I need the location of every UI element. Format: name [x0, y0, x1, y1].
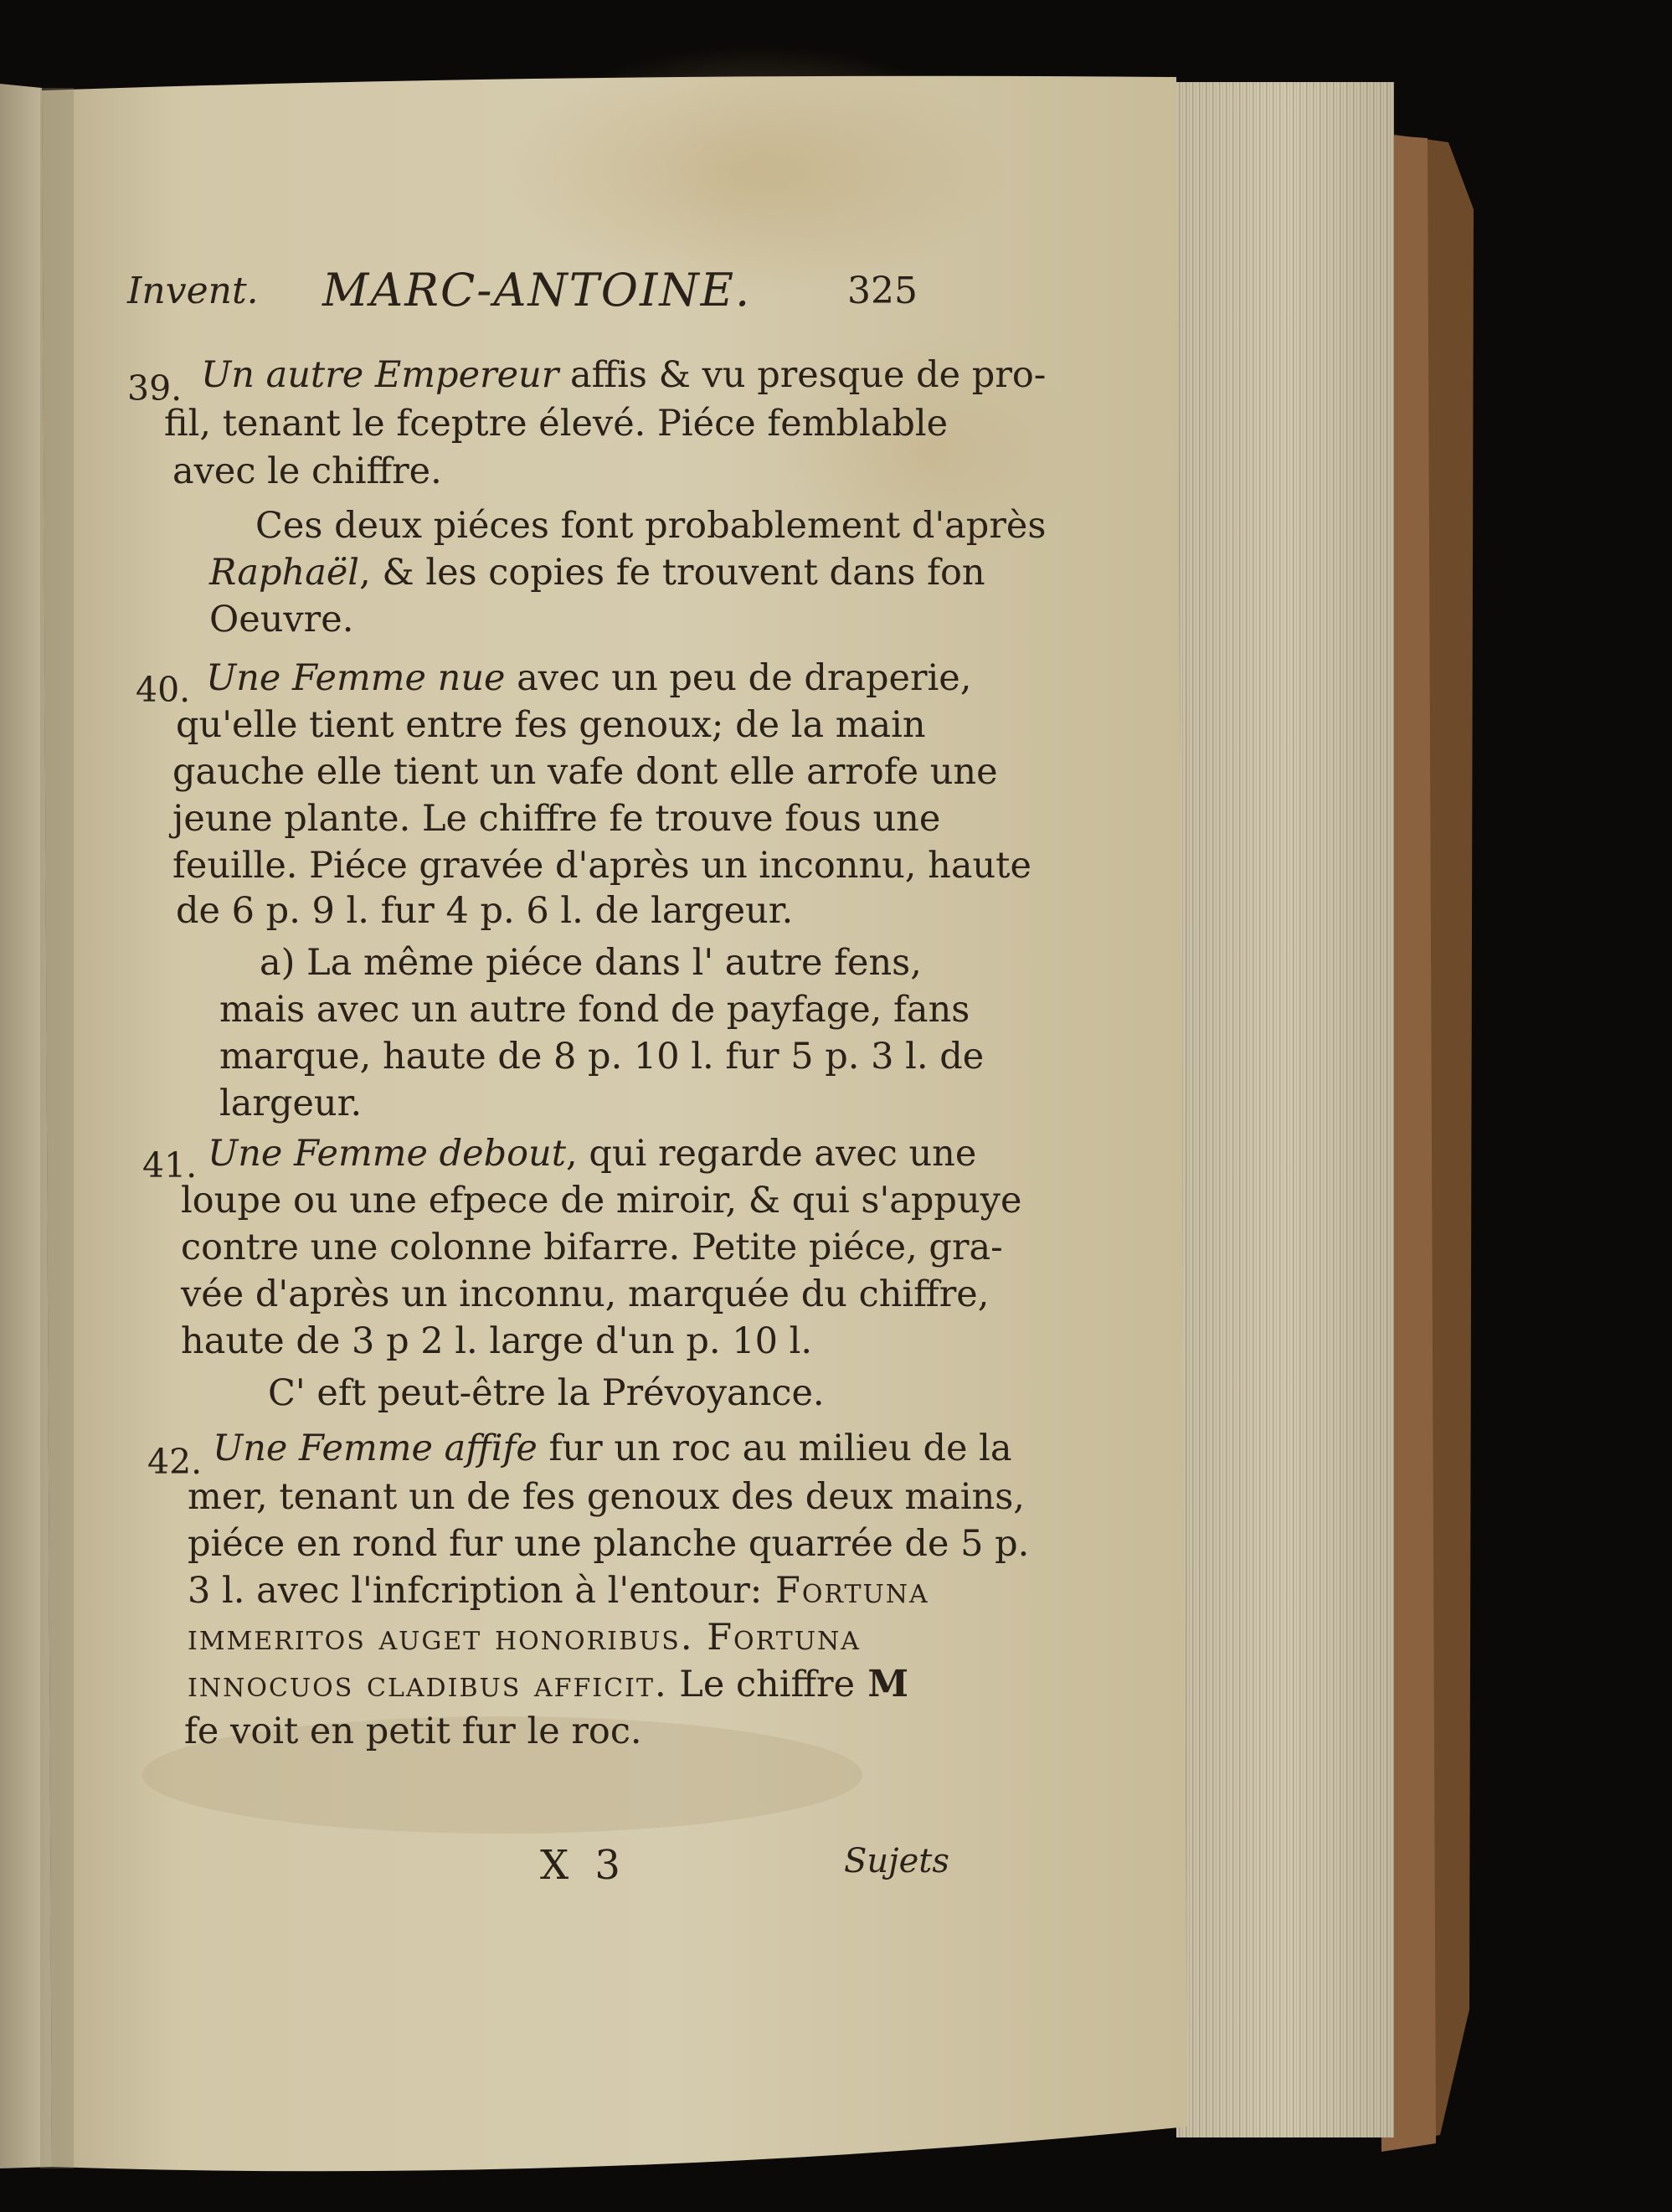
page-number: 325 — [847, 270, 918, 312]
note-line: C' eft peut-être la Prévoyance. — [268, 1372, 825, 1414]
note-line: Raphaël, & les copies fe trouvent dans fon — [209, 552, 985, 594]
entry-number: 41. — [142, 1145, 198, 1186]
running-head-title: MARC-ANTOINE. — [322, 264, 752, 316]
entry-line: avec le chiffre. — [172, 450, 442, 492]
entry-line: 3 l. avec l'infcription à l'entour: Fortuna — [188, 1570, 929, 1612]
entry-line: innocuos cladibus afficit. Le chiffre M — [188, 1663, 909, 1705]
entry-number: 40. — [136, 670, 191, 710]
entry-line: fe voit en petit fur le roc. — [184, 1710, 642, 1752]
note-line: Ces deux piéces font probablement d'après — [255, 505, 1047, 547]
entry-line: mer, tenant un de fes genoux des deux mains, — [188, 1476, 1025, 1518]
note-line: Oeuvre. — [209, 599, 354, 640]
monogram-mark: M — [855, 1663, 909, 1705]
entry-line: contre une colonne bifarre. Petite piéce, gra- — [181, 1227, 1003, 1268]
entry-line: de 6 p. 9 l. fur 4 p. 6 l. de largeur. — [176, 890, 794, 932]
entry-line: Une Femme debout, qui regarde avec une — [208, 1133, 977, 1175]
entry-line: feuille. Piéce gravée d'après un inconnu, haute — [172, 845, 1031, 887]
entry-line: gauche elle tient un vafe dont elle arrofe une — [172, 751, 998, 793]
entry-line: jeune plante. Le chiffre fe trouve fous une — [172, 798, 941, 840]
entry-line: qu'elle tient entre fes genoux; de la main — [176, 704, 926, 746]
entry-number: 42. — [147, 1442, 203, 1482]
entry-line: haute de 3 p 2 l. large d'un p. 10 l. — [181, 1320, 813, 1362]
entry-line: immeritos auget honoribus. Fortuna — [188, 1617, 861, 1659]
entry-line: Une Femme affife fur un roc au milieu de la — [213, 1428, 1012, 1469]
entry-line: Une Femme nue avec un peu de draperie, — [206, 657, 972, 699]
entry-number: 39. — [127, 368, 183, 409]
entry-line: vée d'après un inconnu, marquée du chiffre, — [181, 1273, 990, 1315]
entry-line: fil, tenant le fceptre élevé. Piéce femblable — [164, 403, 949, 445]
note-line: marque, haute de 8 p. 10 l. fur 5 p. 3 l. de — [219, 1036, 985, 1078]
note-line: largeur. — [219, 1083, 363, 1124]
signature-mark: X 3 — [540, 1842, 627, 1889]
entry-line: piéce en rond fur une planche quarrée de 5 p. — [188, 1523, 1030, 1565]
note-line: mais avec un autre fond de payfage, fans — [219, 989, 970, 1031]
note-line: a) La même piéce dans l' autre fens, — [260, 942, 922, 984]
entry-line: Un autre Empereur affis & vu presque de pro- — [201, 354, 1047, 396]
entry-line: loupe ou une efpece de miroir, & qui s'appuye — [181, 1180, 1022, 1222]
catchword: Sujets — [844, 1842, 949, 1880]
running-head-left: Invent. — [127, 270, 259, 312]
